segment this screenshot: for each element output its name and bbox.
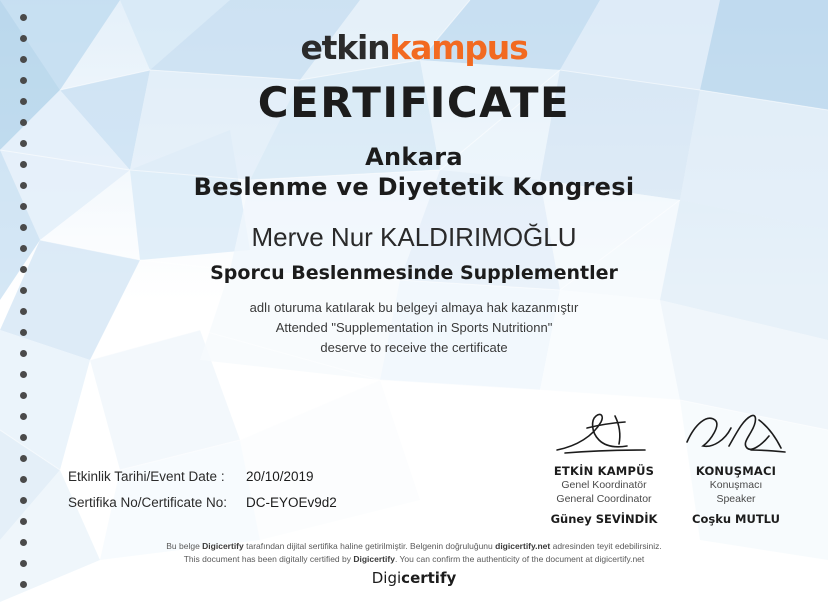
signature-person-speaker: Coşku MUTLU	[692, 512, 780, 526]
signature-block-coordinator	[545, 406, 663, 526]
signature-role-en-coordinator: General Coordinator	[556, 493, 652, 505]
footer-tr-brand: Digicertify	[202, 541, 244, 551]
event-date-value: 20/10/2019	[246, 469, 314, 484]
handwritten-signature-icon	[681, 406, 791, 462]
etkin-kampus-logo	[0, 28, 828, 67]
description-text	[0, 298, 828, 358]
page-title: CERTIFICATE	[257, 78, 571, 127]
signature-title-speaker: KONUŞMACI	[695, 464, 777, 478]
brand-part-digi: Digi	[371, 569, 402, 587]
description-line-en2: deserve to receive the certificate	[320, 340, 508, 355]
description-line-en: Attended "Supplementation in Sports Nutritionn"	[275, 320, 553, 335]
signature-role-tr-coordinator: Genel Koordinatör	[561, 479, 647, 491]
certificate-no-label: Sertifika No/Certificate No:	[68, 495, 228, 510]
signature-area	[545, 406, 795, 526]
signature-role-en-speaker: Speaker	[716, 493, 756, 505]
recipient-name: Merve Nur KALDIRIMOĞLU	[251, 222, 577, 252]
footer-line-tr	[0, 540, 828, 553]
signature-mark-coordinator	[545, 406, 663, 462]
signature-person-coordinator: Güney SEVİNDİK	[550, 512, 658, 526]
description-line-tr: adlı oturuma katılarak bu belgeyi almaya hak kazanmıştır	[249, 300, 579, 315]
event-name	[0, 142, 828, 202]
footer-disclaimer	[0, 540, 828, 585]
signature-title-coordinator: ETKİN KAMPÜS	[553, 464, 655, 478]
event-date-label: Etkinlik Tarihi/Event Date :	[68, 469, 225, 484]
footer-en-c: . You can confirm the authenticity of the document at digicertify.net	[394, 554, 645, 564]
footer-tr-c: tarafından dijital sertifika haline getirilmiştir. Belgenin doğruluğunu	[243, 541, 496, 551]
event-name-line2: Beslenme ve Diyetetik Kongresi	[193, 173, 635, 201]
signature-role-tr-speaker: Konuşmacı	[709, 479, 763, 491]
certificate-no-row	[68, 490, 337, 516]
digicertify-brand	[0, 569, 828, 587]
footer-tr-url: digicertify.net	[495, 541, 551, 551]
handwritten-signature-icon	[549, 406, 659, 462]
signature-block-speaker	[677, 406, 795, 526]
footer-tr-a: Bu belge	[166, 541, 203, 551]
certificate-details	[68, 464, 337, 516]
logo-text-kampus: kampus	[389, 28, 528, 67]
footer-line-en	[0, 553, 828, 566]
footer-tr-e: adresinden teyit edebilirsiniz.	[550, 541, 662, 551]
footer-en-brand: Digicertify	[353, 554, 395, 564]
session-topic: Sporcu Beslenmesinde Supplementler	[210, 262, 618, 284]
event-name-line1: Ankara	[365, 143, 463, 171]
brand-part-certify: certify	[401, 569, 457, 587]
logo-text-etkin: etkin	[300, 28, 390, 67]
footer-en-a: This document has been digitally certified by	[183, 554, 354, 564]
certificate-no-value: DC-EYOEv9d2	[246, 495, 337, 510]
signature-mark-speaker	[677, 406, 795, 462]
event-date-row	[68, 464, 337, 490]
